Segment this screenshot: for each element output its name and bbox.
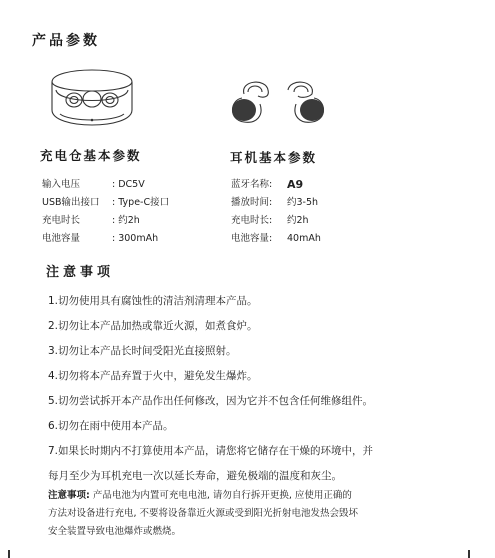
notice-item: 每月至少为耳机充电一次以延长寿命，避免极端的温度和灰尘。 bbox=[48, 470, 342, 482]
spec-value: 40mAh bbox=[287, 233, 321, 244]
spec-label: 电池容量: bbox=[231, 233, 273, 244]
earbuds-specs-list bbox=[231, 176, 321, 248]
case-specs-heading: 充电仓基本参数 bbox=[40, 148, 142, 163]
crop-mark bbox=[468, 550, 470, 558]
spec-row bbox=[231, 194, 321, 212]
notice-item: 3.切勿让本产品长时间受阳光直接照射。 bbox=[48, 345, 237, 357]
spec-label: 充电时长 bbox=[42, 215, 81, 226]
spec-row bbox=[231, 230, 321, 248]
spec-value: 约3-5h bbox=[287, 197, 319, 208]
notice-item: 6.切勿在雨中使用本产品。 bbox=[48, 420, 174, 432]
spec-row bbox=[42, 230, 169, 248]
case-specs-list bbox=[42, 176, 169, 248]
notice-item: 1.切勿使用具有腐蚀性的清洁剂清理本产品。 bbox=[48, 295, 258, 307]
notice-heading: 注意事项 bbox=[46, 265, 115, 280]
spec-value: : 约2h bbox=[112, 215, 140, 226]
footnote-text: 安全装置导致电池爆炸或燃烧。 bbox=[48, 526, 182, 537]
spec-value: 约2h bbox=[287, 215, 309, 226]
notice-item: 5.切勿尝试拆开本产品作出任何修改，因为它并不包含任何维修组件。 bbox=[48, 395, 374, 407]
spec-label: 输入电压 bbox=[42, 179, 81, 190]
spec-value: A9 bbox=[287, 178, 304, 191]
spec-label: 播放时间: bbox=[231, 197, 273, 208]
earbuds-image bbox=[222, 72, 334, 128]
crop-mark bbox=[8, 550, 10, 558]
spec-label: 电池容量 bbox=[42, 233, 81, 244]
battery-footnote bbox=[48, 487, 458, 541]
earbuds-specs-heading: 耳机基本参数 bbox=[230, 150, 318, 165]
footnote-text: 产品电池为内置可充电电池, 请勿自行拆开更换, 应使用正确的 bbox=[89, 490, 352, 501]
spec-row bbox=[231, 176, 321, 194]
spec-value: : 300mAh bbox=[112, 233, 159, 244]
notice-list bbox=[48, 292, 373, 492]
notice-item: 2.切勿让本产品加热或靠近火源，如煮食炉。 bbox=[48, 320, 258, 332]
spec-row bbox=[231, 212, 321, 230]
spec-row bbox=[42, 212, 169, 230]
notice-item: 4.切勿将本产品弃置于火中，避免发生爆炸。 bbox=[48, 370, 258, 382]
notice-item: 7.如果长时期内不打算使用本产品，请您将它储存在干燥的环境中，并 bbox=[48, 445, 374, 457]
spec-label: 充电时长: bbox=[231, 215, 273, 226]
spec-row bbox=[42, 194, 169, 212]
charging-case-image bbox=[44, 60, 140, 136]
spec-value: : Type-C接口 bbox=[112, 197, 170, 208]
footnote-label: 注意事项: bbox=[48, 490, 90, 501]
spec-row bbox=[42, 176, 169, 194]
page-title: 产品参数 bbox=[32, 33, 100, 49]
spec-label: 蓝牙名称: bbox=[231, 179, 273, 190]
footnote-text: 方法对设备进行充电, 不要将设备靠近火源或受到阳光折射电池发热会毁坏 bbox=[48, 508, 359, 519]
spec-value: : DC5V bbox=[112, 179, 145, 190]
spec-label: USB输出接口 bbox=[42, 197, 100, 208]
